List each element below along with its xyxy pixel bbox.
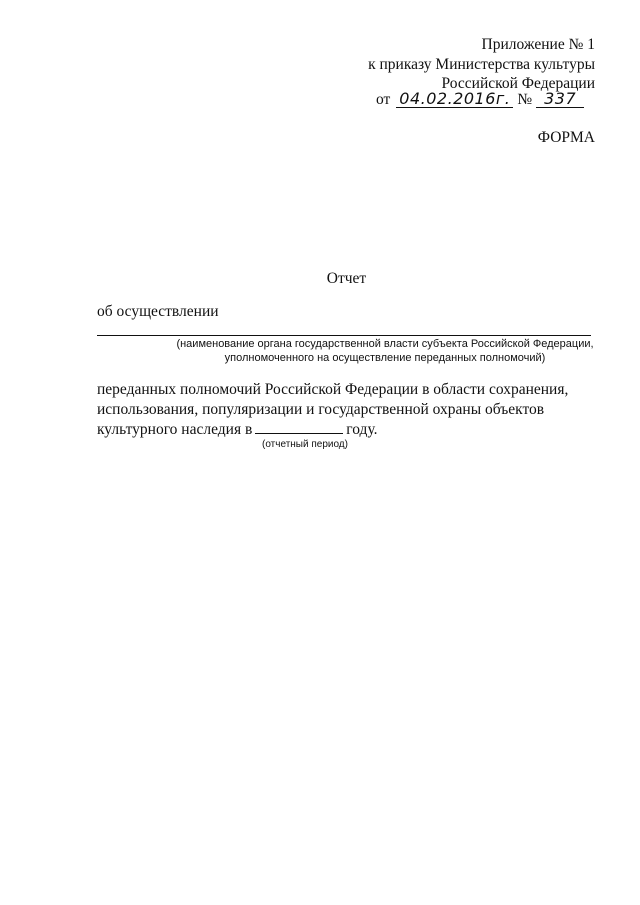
number-sign: № [517,91,533,108]
appendix-title: Приложение № 1 [481,36,595,53]
period-caption: (отчетный период) [262,439,348,450]
authority-caption-line1: (наименование органа государственной власти субъекта Российской Федерации, [176,338,594,350]
authority-caption-line2: уполномоченного на осуществление переданных полномочий) [224,352,546,364]
body-line-3-start: культурного наследия в [97,421,253,438]
body-line-1: переданных полномочий Российской Федерации в области сохранения, [97,381,569,398]
report-about: об осуществлении [97,303,219,320]
order-number: 337 [536,91,584,108]
period-blank-line [255,420,343,434]
order-prefix: от [376,91,391,108]
appendix-order-ref: к приказу Министерства культуры [368,56,595,73]
order-date: 04.02.2016г. [396,91,513,108]
appendix-ministry: Российской Федерации [441,75,595,92]
body-line-3 [97,420,378,439]
body-line-3-end: году. [346,421,378,438]
authority-name-line [97,335,591,336]
report-title: Отчет [326,270,367,287]
form-label: ФОРМА [537,129,595,146]
body-line-2: использования, популяризации и государственной охраны объектов [97,401,545,418]
order-date-line [376,91,584,109]
